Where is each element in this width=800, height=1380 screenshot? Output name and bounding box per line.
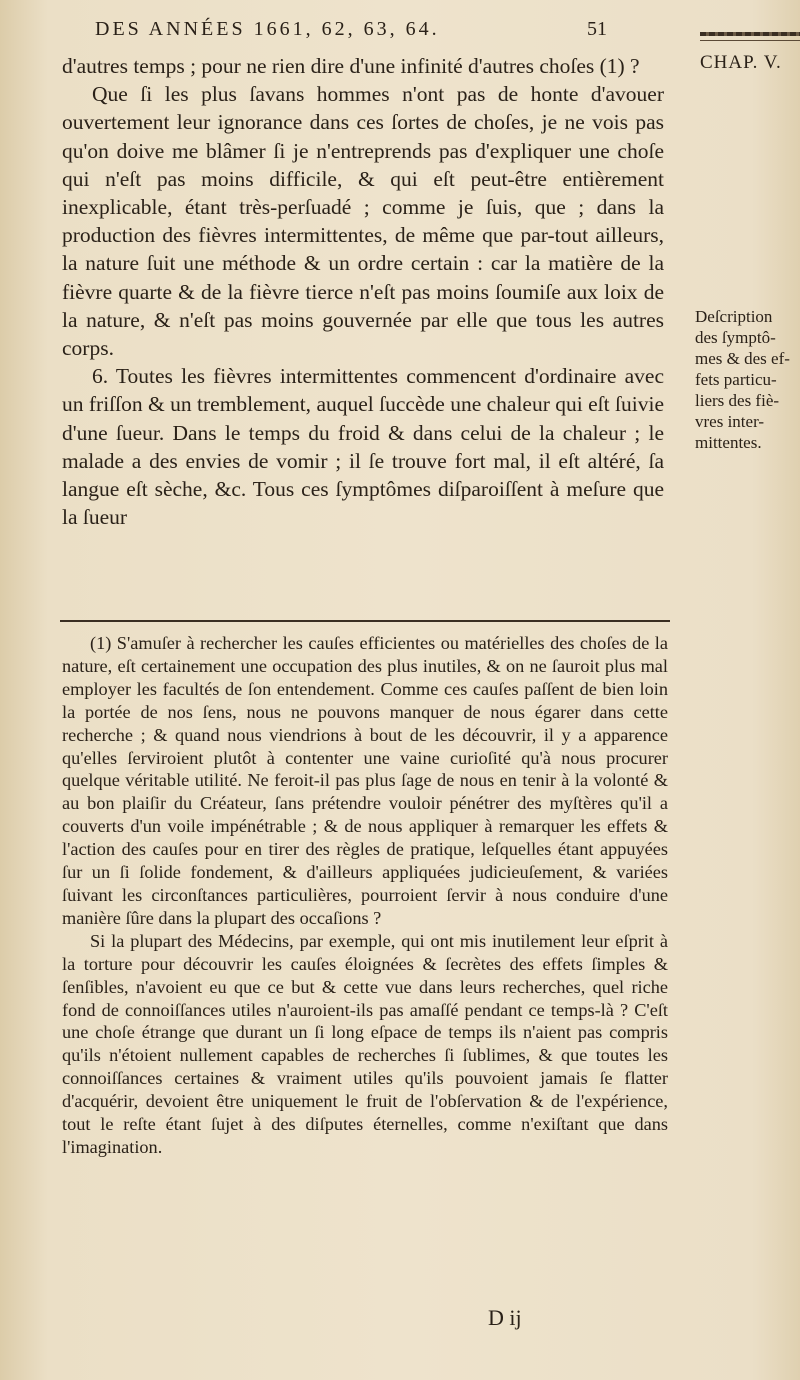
running-title: DES ANNÉES 1661, 62, 63, 64. — [95, 18, 440, 40]
margin-ornament-rule — [700, 32, 800, 36]
marginal-note: Deſcription des ſymptô- mes & des ef- fets particu- liers des fiè- vres inter- mittentes. — [695, 307, 790, 452]
margin-thin-rule — [700, 40, 800, 41]
running-header — [95, 18, 607, 41]
footnote — [62, 632, 668, 1159]
footnote-paragraph: Si la plupart des Médecins, par exemple, qui ont mis inutilement leur eſprit à la torture pour découvrir les cauſes éloignées & ſecrètes des effets ſimples & ſenſibles, n'avoient eu que ce but & cette vue dans leurs recherches, quel riche fond de connoiſſances utiles n'auroient-ils pas amaſſé pendant ce temps-là ? C'eſt une choſe étrange que durant un ſi long eſpace de temps ils n'aient pas compris qu'ils n'étoient nullement capables de recherches ſi ſublimes, & que toutes les connoiſſances certaines & vraiment utiles qu'ils pouvoient jamais ſe flatter d'acquérir, devoient être uniquement le fruit de l'obſervation & de l'expérience, tout le reſte étant ſujet à des diſputes éternelles, comme n'exiſtant que dans l'imagination. — [62, 930, 668, 1157]
main-text — [62, 52, 664, 531]
paragraph: Que ſi les plus ſavans hommes n'ont pas de honte d'avouer ouvertement leur ignorance dans ces ſortes de choſes, je ne vois pas qu'on doive me blâmer ſi je n'entreprends pas d'expliquer une choſe qui n'eſt pas moins difficile, & qui eſt peut-être entièrement inexplicable, étant très-perſuadé ; comme je ſuis, que ; dans la production des fièvres intermittentes, de même que par-tout ailleurs, la nature ſuit une méthode & un ordre certain : car la matière de la fièvre quarte & de la fièvre tierce n'eſt pas moins ſoumiſe aux loix de la nature, & n'eſt pas moins gouvernée par elle que tous les autres corps. — [62, 82, 664, 361]
footnote-separator — [60, 620, 670, 622]
footnote-paragraph: (1) S'amuſer à rechercher les cauſes efficientes ou matérielles des choſes de la nature, eſt certainement une occupation des plus inutiles, & on ne ſauroit plus mal employer les facultés de ſon entendement. Comme ces cauſes paſſent de bien loin la portée de nos ſens, nous ne pouvons manquer de nous égarer dans cette recherche ; & quand nous viendrions à bout de les découvrir, il y a apparence qu'elles ſerviroient plutôt à contenter une vaine curioſité qu'à nous procurer quelque véritable utilité. Ne feroit-il pas plus ſage de nous en tenir à la volonté & au bon plaiſir du Créateur, ſans prétendre vouloir pénétrer des myſtères qu'il a couverts d'un voile impénétrable ; & de nous appliquer à remarquer les effets & l'action des cauſes pour en tirer des règles de pratique, leſquelles étant appuyées ſur un ſi ſolide fondement, & d'ailleurs appliquées judicieuſement, & variées ſuivant les circonſtances particulières, pourroient ſervir à nous conduire d'une manière ſûre dans la plupart des occaſions ? — [62, 633, 668, 928]
page-number: 51 — [587, 18, 607, 40]
paragraph-continuation: d'autres temps ; pour ne rien dire d'une infinité d'autres choſes (1) ? — [62, 54, 640, 78]
paragraph-section-6: 6. Toutes les fièvres intermittentes commencent d'ordinaire avec un friſſon & un tremblement, auquel ſuccède une chaleur qui eſt ſuivie d'une ſueur. Dans le temps du froid & dans celui de la chaleur ; le malade a des envies de vomir ; il ſe trouve fort mal, il eſt altéré, ſa langue eſt sèche, &c. Tous ces ſymptômes diſparoiſſent à meſure que la ſueur — [62, 364, 664, 530]
signature-mark: D ij — [488, 1305, 522, 1330]
chapter-marker: CHAP. V. — [700, 52, 782, 73]
